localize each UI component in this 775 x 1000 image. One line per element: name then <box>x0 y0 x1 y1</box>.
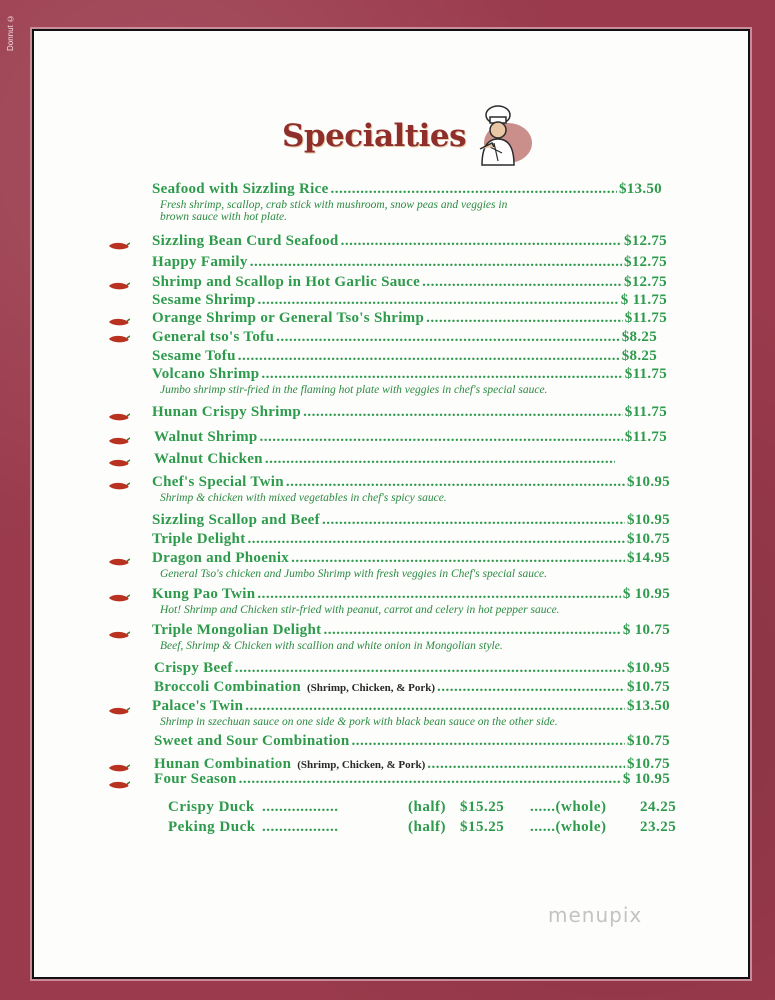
duck-item <box>168 799 708 817</box>
item-name: Sesame Shrimp <box>152 292 256 308</box>
leader-dots <box>323 622 620 639</box>
menu-item <box>154 679 670 697</box>
leader-dots <box>331 181 617 198</box>
item-name: Hunan Combination <box>154 756 292 772</box>
item-price: $10.75 <box>626 679 670 695</box>
chili-pepper-icon <box>108 590 130 600</box>
item-price: $14.95 <box>626 550 670 566</box>
item-name: General tso's Tofu <box>152 329 275 345</box>
leader-dots <box>286 474 625 491</box>
page-title: Specialties <box>282 118 467 154</box>
leader-dots <box>260 429 623 446</box>
item-description: brown sauce with hot plate. <box>160 211 288 223</box>
item-price: $ 10.95 <box>622 771 670 787</box>
item-name: Seafood with Sizzling Rice <box>152 181 329 197</box>
side-label: Donnut © <box>6 14 15 52</box>
duck-dots: .................. <box>262 799 339 815</box>
chili-pepper-icon <box>108 238 130 248</box>
leader-dots <box>248 531 625 548</box>
menu-item <box>152 254 667 272</box>
duck-name: Crispy Duck <box>168 799 255 815</box>
duck-whole-price: 24.25 <box>640 799 677 815</box>
item-price: $ 10.75 <box>622 622 670 638</box>
item-price: $12.75 <box>623 233 667 249</box>
menu-list <box>34 31 748 977</box>
menu-item <box>154 733 670 751</box>
item-name: Sweet and Sour Combination <box>154 733 350 749</box>
menu-item <box>152 586 670 604</box>
watermark: menupix <box>548 903 643 927</box>
menu-item <box>152 512 670 530</box>
leader-dots <box>245 698 625 715</box>
duck-dots: .................. <box>262 819 339 835</box>
leader-dots <box>426 310 623 327</box>
duck-name: Peking Duck <box>168 819 256 835</box>
leader-dots <box>257 586 621 603</box>
item-name: Hunan Crispy Shrimp <box>152 404 302 420</box>
menu-item <box>152 550 670 568</box>
item-name: Dragon and Phoenix <box>152 550 290 566</box>
item-name: Crispy Beef <box>154 660 233 676</box>
leader-dots <box>341 233 622 250</box>
item-name: Walnut Shrimp <box>154 429 258 445</box>
item-price: $12.75 <box>623 274 667 290</box>
chili-pepper-icon <box>108 409 130 419</box>
chili-pepper-icon <box>108 331 130 341</box>
item-description: Shrimp & chicken with mixed vegetables in chef's spicy sauce. <box>160 492 447 504</box>
leader-dots <box>303 404 623 421</box>
item-price: $ 11.75 <box>620 292 667 308</box>
menu-item <box>152 292 667 310</box>
item-price: $10.75 <box>626 756 670 772</box>
menu-item <box>152 233 667 251</box>
item-price: $ 10.95 <box>622 586 670 602</box>
duck-whole-label: ......(whole) <box>530 819 607 835</box>
item-name: Palace's Twin <box>152 698 244 714</box>
item-note: (Shrimp, Chicken, & Pork) <box>306 682 436 694</box>
menu-item <box>152 531 670 549</box>
item-price: $10.95 <box>626 660 670 676</box>
menu-item <box>152 310 667 328</box>
chili-pepper-icon <box>108 627 130 637</box>
duck-half-price: $15.25 <box>460 799 505 815</box>
chili-pepper-icon <box>108 703 130 713</box>
menu-item <box>154 451 617 469</box>
leader-dots <box>291 550 625 567</box>
leader-dots <box>276 329 620 346</box>
item-name: Happy Family <box>152 254 248 270</box>
leader-dots <box>437 679 625 696</box>
item-price: $11.75 <box>624 404 667 420</box>
leader-dots <box>322 512 625 529</box>
item-price: $10.75 <box>626 531 670 547</box>
menu-item <box>152 366 667 384</box>
leader-dots <box>239 771 621 788</box>
duck-item <box>168 819 708 837</box>
menu-item <box>152 404 667 422</box>
item-price: $10.95 <box>626 474 670 490</box>
leader-dots <box>261 366 622 383</box>
item-name: Sizzling Scallop and Beef <box>152 512 320 528</box>
item-price: $8.25 <box>621 329 657 345</box>
leader-dots <box>235 660 625 677</box>
item-price: $11.75 <box>624 310 667 326</box>
leader-dots <box>422 274 622 291</box>
chili-pepper-icon <box>108 278 130 288</box>
chili-pepper-icon <box>108 433 130 443</box>
item-name: Sizzling Bean Curd Seafood <box>152 233 339 249</box>
item-description: Shrimp in szechuan sauce on one side & pork with black bean sauce on the other side. <box>160 716 558 728</box>
item-name: Four Season <box>154 771 237 787</box>
chili-pepper-icon <box>108 314 130 324</box>
item-price: $13.50 <box>626 698 670 714</box>
duck-whole-price: 23.25 <box>640 819 677 835</box>
menu-item <box>152 329 657 347</box>
item-price: $11.75 <box>624 429 667 445</box>
chili-pepper-icon <box>108 478 130 488</box>
item-price: $12.75 <box>623 254 667 270</box>
chili-pepper-icon <box>108 777 130 787</box>
leader-dots <box>265 451 615 468</box>
chili-pepper-icon <box>108 760 130 770</box>
duck-half-label: (half) <box>408 799 446 815</box>
item-name: Kung Pao Twin <box>152 586 256 602</box>
item-price: $8.25 <box>621 348 657 364</box>
item-name: Walnut Chicken <box>154 451 263 467</box>
menu-item <box>154 660 670 678</box>
leader-dots <box>351 733 624 750</box>
item-name: Sesame Tofu <box>152 348 236 364</box>
item-name: Chef's Special Twin <box>152 474 284 490</box>
item-description: Jumbo shrimp stir-fried in the flaming hot plate with veggies in chef's special sauce. <box>160 384 548 396</box>
item-name: Broccoli Combination <box>154 679 301 695</box>
menu-item <box>152 698 670 716</box>
duck-half-label: (half) <box>408 819 446 835</box>
leader-dots <box>238 348 620 365</box>
item-description: General Tso's chicken and Jumbo Shrimp with fresh veggies in Chef's special sauce. <box>160 568 548 580</box>
menu-item <box>152 474 670 492</box>
menu-item <box>152 274 667 292</box>
menu-page <box>32 29 750 979</box>
menu-item <box>152 348 657 366</box>
item-name: Shrimp and Scallop in Hot Garlic Sauce <box>152 274 421 290</box>
item-description: Hot! Shrimp and Chicken stir-fried with peanut, carrot and celery in hot pepper sauce. <box>160 604 560 616</box>
item-price: $11.75 <box>624 366 667 382</box>
item-price: $10.95 <box>626 512 670 528</box>
item-name: Orange Shrimp or General Tso's Shrimp <box>152 310 425 326</box>
item-note: (Shrimp, Chicken, & Pork) <box>297 759 426 771</box>
item-price: $10.75 <box>626 733 670 749</box>
item-name: Triple Mongolian Delight <box>152 622 322 638</box>
menu-item <box>152 181 662 199</box>
item-name: Triple Delight <box>152 531 246 547</box>
menu-item <box>154 771 670 789</box>
item-description: Beef, Shrimp & Chicken with scallion and white onion in Mongolian style. <box>160 640 503 652</box>
duck-whole-label: ......(whole) <box>530 799 607 815</box>
duck-half-price: $15.25 <box>460 819 505 835</box>
chili-pepper-icon <box>108 554 130 564</box>
chili-pepper-icon <box>108 455 130 465</box>
item-price: $13.50 <box>618 181 662 197</box>
leader-dots <box>258 292 619 309</box>
leader-dots <box>250 254 622 271</box>
item-name: Volcano Shrimp <box>152 366 260 382</box>
menu-item <box>154 429 667 447</box>
item-description: Fresh shrimp, scallop, crab stick with mushroom, snow peas and veggies in <box>160 199 508 211</box>
menu-item <box>152 622 670 640</box>
